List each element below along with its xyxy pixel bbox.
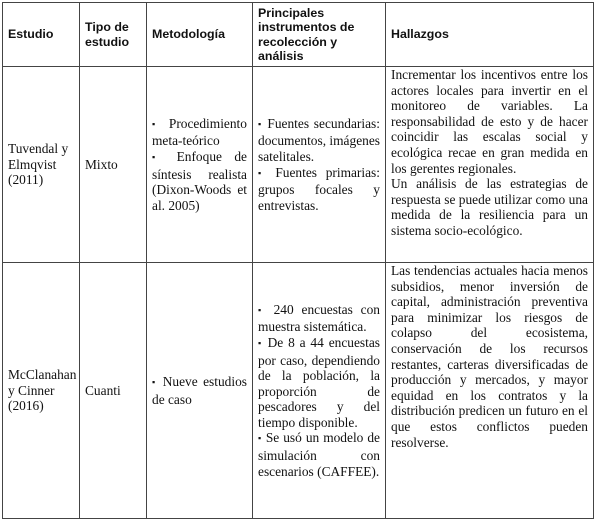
cell-estudio: McClanahan y Cinner (2016) (3, 263, 80, 519)
header-instrumentos: Principales instrumentos de recolección y análisis (253, 3, 386, 67)
cell-hallazgos (386, 263, 594, 519)
table-row (3, 67, 594, 263)
bullet-icon: ▪ (152, 376, 158, 387)
bullet-icon: ▪ (258, 433, 262, 444)
instrumento-item: De 8 a 44 encuestas por caso, dependiendo de la población, la proporción de pescadores y del tiempo disponible. (258, 334, 380, 430)
instrumento-item: Fuentes secundarias: documentos, imágenes satelitales. (258, 115, 380, 164)
list-item (152, 149, 247, 213)
cell-instrumentos (253, 67, 386, 263)
bullet-icon: ▪ (258, 304, 266, 315)
list-item (258, 165, 380, 214)
list-item (258, 116, 380, 165)
cell-estudio: Tuvendal y Elmqvist (2011) (3, 67, 80, 263)
bullet-icon: ▪ (258, 167, 267, 178)
metodologia-item: Enfoque de síntesis realista (Dixon-Woods et al. 2005) (152, 148, 247, 213)
header-tipo: Tipo de estudio (80, 3, 147, 67)
header-hallazgos: Hallazgos (386, 3, 594, 67)
bullet-icon: ▪ (258, 337, 263, 348)
list-item (258, 302, 380, 335)
header-estudio: Estudio (3, 3, 80, 67)
metodologia-item: Nueve estudios de caso (152, 373, 247, 407)
cell-tipo: Mixto (80, 67, 147, 263)
cell-tipo: Cuanti (80, 263, 147, 519)
cell-metodologia (147, 263, 253, 519)
metodologia-item: Procedimiento meta-teórico (152, 115, 247, 149)
instrumento-item: Se usó un modelo de simulación con escenarios (CAFFEE). (258, 430, 380, 479)
header-metodologia: Metodología (147, 3, 253, 67)
cell-metodologia (147, 67, 253, 263)
list-item (152, 374, 247, 407)
bullet-icon: ▪ (258, 118, 263, 129)
studies-table (2, 2, 594, 519)
hallazgo-paragraph: Incrementar los incentivos entre los actores locales para invertir en el monitoreo de variables. La responsabilidad de esto y de hacer coincidir las escalas social y ecológica recae en gran medida en los gerentes regionales. (391, 67, 588, 176)
list-item (258, 335, 380, 431)
hallazgo-paragraph: Un análisis de las estrategias de respuesta se puede utilizar como una medida de la resiliencia para un sistema socio-ecológico. (391, 176, 588, 238)
cell-hallazgos (386, 67, 594, 263)
bullet-icon: ▪ (152, 151, 165, 162)
hallazgo-paragraph: Las tendencias actuales hacia menos subsidios, menor inversión de capital, administración preventiva para minimizar los riesgos de colapso del ecosistema, conservación de los recursos restantes, carteras diversificadas de producción y mercados, y mayor equidad en los contratos y la distribución predicen un futuro en el que estos conflictos pueden resolverse. (391, 263, 588, 450)
instrumento-item: Fuentes primarias: grupos focales y entrevistas. (258, 164, 380, 213)
cell-instrumentos (253, 263, 386, 519)
table-row (3, 263, 594, 519)
table-header-row (3, 3, 594, 67)
instrumento-item: 240 encuestas con muestra sistemática. (258, 301, 380, 335)
bullet-icon: ▪ (152, 118, 161, 129)
list-item (258, 430, 380, 479)
list-item (152, 116, 247, 149)
